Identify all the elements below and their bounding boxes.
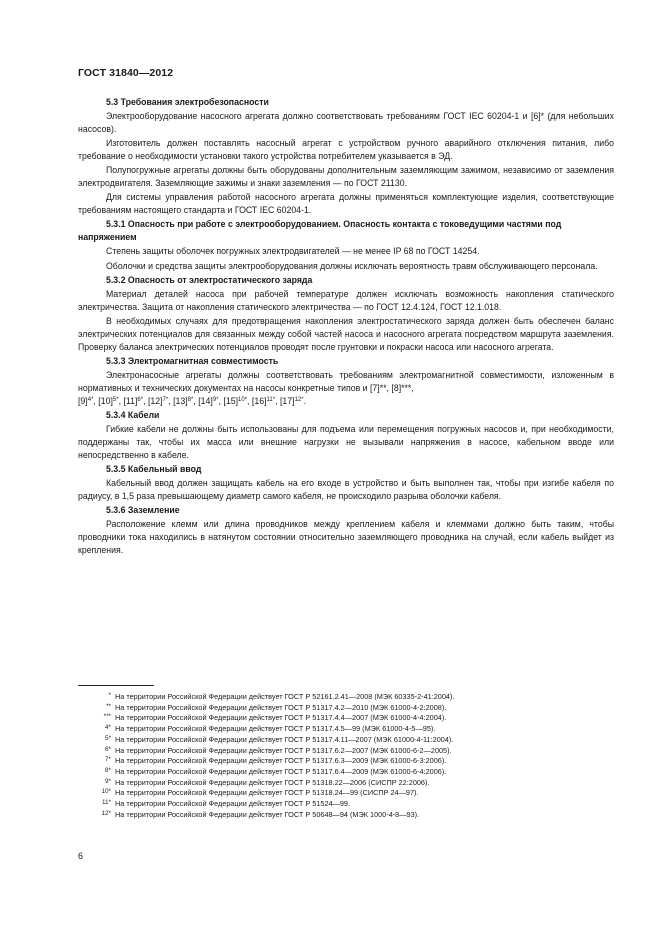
footnote-text: На территории Российской Федерации действует ГОСТ Р 51317.6.2—2007 (МЭК 61000-6-2—2005). xyxy=(115,745,452,755)
footnote xyxy=(78,799,614,810)
reference: [9] xyxy=(78,395,88,406)
paragraph-text: Электронасосные агрегаты должны соответствовать требованиям электромагнитной совместимости, изложенным в нормативных и технических документах на насосы конкретные типов и [7]**, [8]***, xyxy=(78,370,614,393)
footnote xyxy=(78,735,614,746)
reference-sup: 4* xyxy=(87,396,94,403)
footnote-mark: *** xyxy=(103,713,111,721)
footnote-mark: * xyxy=(108,692,111,699)
paragraph: Кабельный ввод должен защищать кабель на его входе в устройство и быть выполнен так, чтобы при изгибе кабеля по радиусу, в 1,5 раза превышающему диаметр самого кабеля, не происходило разрыва оболочки кабеля. xyxy=(78,478,614,501)
footnote xyxy=(78,746,614,757)
reference: [13] xyxy=(173,395,188,406)
footnote-text: На территории Российской Федерации действует ГОСТ Р 51524—99. xyxy=(115,799,350,809)
standard-header: ГОСТ 31840—2012 xyxy=(78,67,174,79)
reference: [14] xyxy=(198,395,213,406)
reference: [17] xyxy=(279,395,295,406)
reference-sup: 7* xyxy=(162,396,169,403)
footnote-text: На территории Российской Федерации действует ГОСТ Р 51317.6.4—2009 (МЭК 61000-6-4:2006). xyxy=(115,766,447,776)
section-heading-5-3-3: 5.3.3 Электромагнитная совместимость xyxy=(106,355,279,366)
footnote-text: На территории Российской Федерации действует ГОСТ Р 51317.6.3—2009 (МЭК 61000-6-3:2006). xyxy=(115,756,447,766)
paragraph: Материал деталей насоса при рабочей температуре должен исключать возможность накопления статического электричества. Защита от накопления статического электричества — по ГОСТ 12.4.124, ГОСТ 12.1.018. xyxy=(78,289,614,312)
footnote-mark: 11* xyxy=(102,799,111,807)
page-number: 6 xyxy=(78,851,84,861)
footnote xyxy=(78,724,614,735)
reference: [16] xyxy=(251,395,267,406)
reference-sup: 9* xyxy=(212,396,219,403)
footnote xyxy=(78,692,614,703)
footnote xyxy=(78,788,614,799)
footnote-text: На территории Российской Федерации действует ГОСТ Р 51317.4.2—2010 (МЭК 61000-4-2:2008). xyxy=(115,702,447,712)
paragraph: Для системы управления работой насосного агрегата должны применяться комплектующие изделия, соответствующие требованиям настоящего стандарта и ГОСТ IEC 60204-1. xyxy=(78,192,614,215)
paragraph: В необходимых случаях для предотвращения накопления электростатического заряда должен быть обеспечен баланс электрических потенциалов для связанных между собой частей насоса и насосного агрегата посредством маршрута заземления. Проверку баланса электрических потенциалов проводят после грунтовки и покраски насоса или насосного агрегата. xyxy=(78,316,614,352)
footnote-mark: 7* xyxy=(105,756,111,764)
paragraph: Расположение клемм или длина проводников между креплением кабеля и клеммами должно быть таким, чтобы проводники тока находились в натянутом состоянии относительно заземляющего проводника на случай, если кабель выйдет из крепления. xyxy=(78,519,614,555)
footnote-text: На территории Российской Федерации действует ГОСТ Р 50648—94 (МЭК 1000-4-8—93). xyxy=(115,809,420,819)
section-heading-5-3-4: 5.3.4 Кабели xyxy=(106,409,160,420)
footnote xyxy=(78,767,614,778)
section-heading-5-3-6: 5.3.6 Заземление xyxy=(106,505,180,516)
document-body xyxy=(78,96,614,558)
footnote-mark: ** xyxy=(106,702,111,710)
footnote xyxy=(78,756,614,767)
footnote-mark: 5* xyxy=(105,734,111,742)
reference: [15] xyxy=(223,395,239,406)
reference-sup: 5* xyxy=(112,396,119,403)
paragraph: Оболочки и средства защиты электрооборудования должны исключать вероятность травм обслуживающего персонала. xyxy=(106,260,598,271)
footnote xyxy=(78,810,614,821)
paragraph: Гибкие кабели не должны быть использованы для подъема или перемещения погружных насосов и, при необходимости, поддержаны так, чтобы их масса или внешние нагрузки не вызывали напряжения в насосе, кабельном вводе или непосредственно в кабеле. xyxy=(78,424,614,460)
footnote-text: На территории Российской Федерации действует ГОСТ Р 51318.24—99 (СИСПР 24—97). xyxy=(115,788,419,798)
reference-sup: 12* xyxy=(294,396,304,403)
paragraph-emc: Электронасосные агрегаты должны соответствовать требованиям электромагнитной совместимости, изложенным в нормативных и технических документах на насосы конкретные типов и [7]**, [8]***, $[9]^{4*}$, $[10]^{5*}$, $[11]^{6*}$, $[12]^{7*}$, $[13]^{8*}$, $[14]^{9*}$, $[15]^{10*}$, $[16]^{11*}$, $[17]^{12*}$. xyxy=(78,370,614,406)
reference: [12] xyxy=(147,395,163,406)
reference: [10] xyxy=(98,395,113,406)
footnote-mark: 12* xyxy=(101,809,111,817)
section-heading-5-3-2: 5.3.2 Опасность от электростатического заряда xyxy=(106,274,313,285)
section-heading-5-3-1: 5.3.1 Опасность при работе с электрооборудованием. Опасность контакта с токоведущими частями под напряжением xyxy=(78,219,562,242)
reference-sup: 6* xyxy=(137,396,144,403)
footnote-text: На территории Российской Федерации действует ГОСТ Р 51318.22—2006 (СИСПР 22:2006). xyxy=(115,777,430,787)
footnote-mark: 6* xyxy=(105,745,111,753)
footnote-text: На территории Российской Федерации действует ГОСТ Р 51317.4.11—2007 (МЭК 61000-4-11:2004). xyxy=(115,734,454,744)
footnote-text: На территории Российской Федерации действует ГОСТ Р 52161.2.41—2008 (МЭК 60335-2-41:2004). xyxy=(115,692,455,701)
footnote xyxy=(78,713,614,724)
paragraph: Изготовитель должен поставлять насосный агрегат с устройством ручного аварийного отключения питания, либо требование о необходимости установки такого устройства потребителем указывается в ЭД. xyxy=(78,138,614,161)
section-heading-5-3-5: 5.3.5 Кабельный ввод xyxy=(106,463,202,474)
reference-sup: 11* xyxy=(266,396,276,403)
reference: [11] xyxy=(123,395,138,406)
reference-sup: 10* xyxy=(238,396,248,403)
footnote-text: На территории Российской Федерации действует ГОСТ Р 51317.4.4—2007 (МЭК 61000-4-4:2004). xyxy=(115,713,447,723)
footnote-mark: 8* xyxy=(105,766,111,774)
reference-sup: 8* xyxy=(187,396,194,403)
footnote-mark: 10* xyxy=(101,788,111,796)
section-heading-5-3: 5.3 Требования электробезопасности xyxy=(106,97,269,107)
paragraph: Электрооборудование насосного агрегата должно соответствовать требованиям ГОСТ IEC 60204-1 и [6]* (для небольших насосов). xyxy=(78,111,614,134)
paragraph: Полупогружные агрегаты должны быть оборудованы дополнительным заземляющим зажимом, независимо от заземления электродвигателя. Заземляющие зажимы и знаки заземления — по ГОСТ 21130. xyxy=(78,165,614,188)
footnote xyxy=(78,703,614,714)
footnote xyxy=(78,778,614,789)
footnote-mark: 9* xyxy=(105,777,111,785)
footnote-text: На территории Российской Федерации действует ГОСТ Р 51317.4.5—99 (МЭК 61000-4-5—95). xyxy=(115,724,436,734)
footnotes xyxy=(78,692,614,820)
footnote-divider xyxy=(78,685,154,686)
footnote-mark: 4* xyxy=(105,724,111,732)
paragraph: Степень защиты оболочек погружных электродвигателей — не менее IP 68 по ГОСТ 14254. xyxy=(106,246,480,257)
